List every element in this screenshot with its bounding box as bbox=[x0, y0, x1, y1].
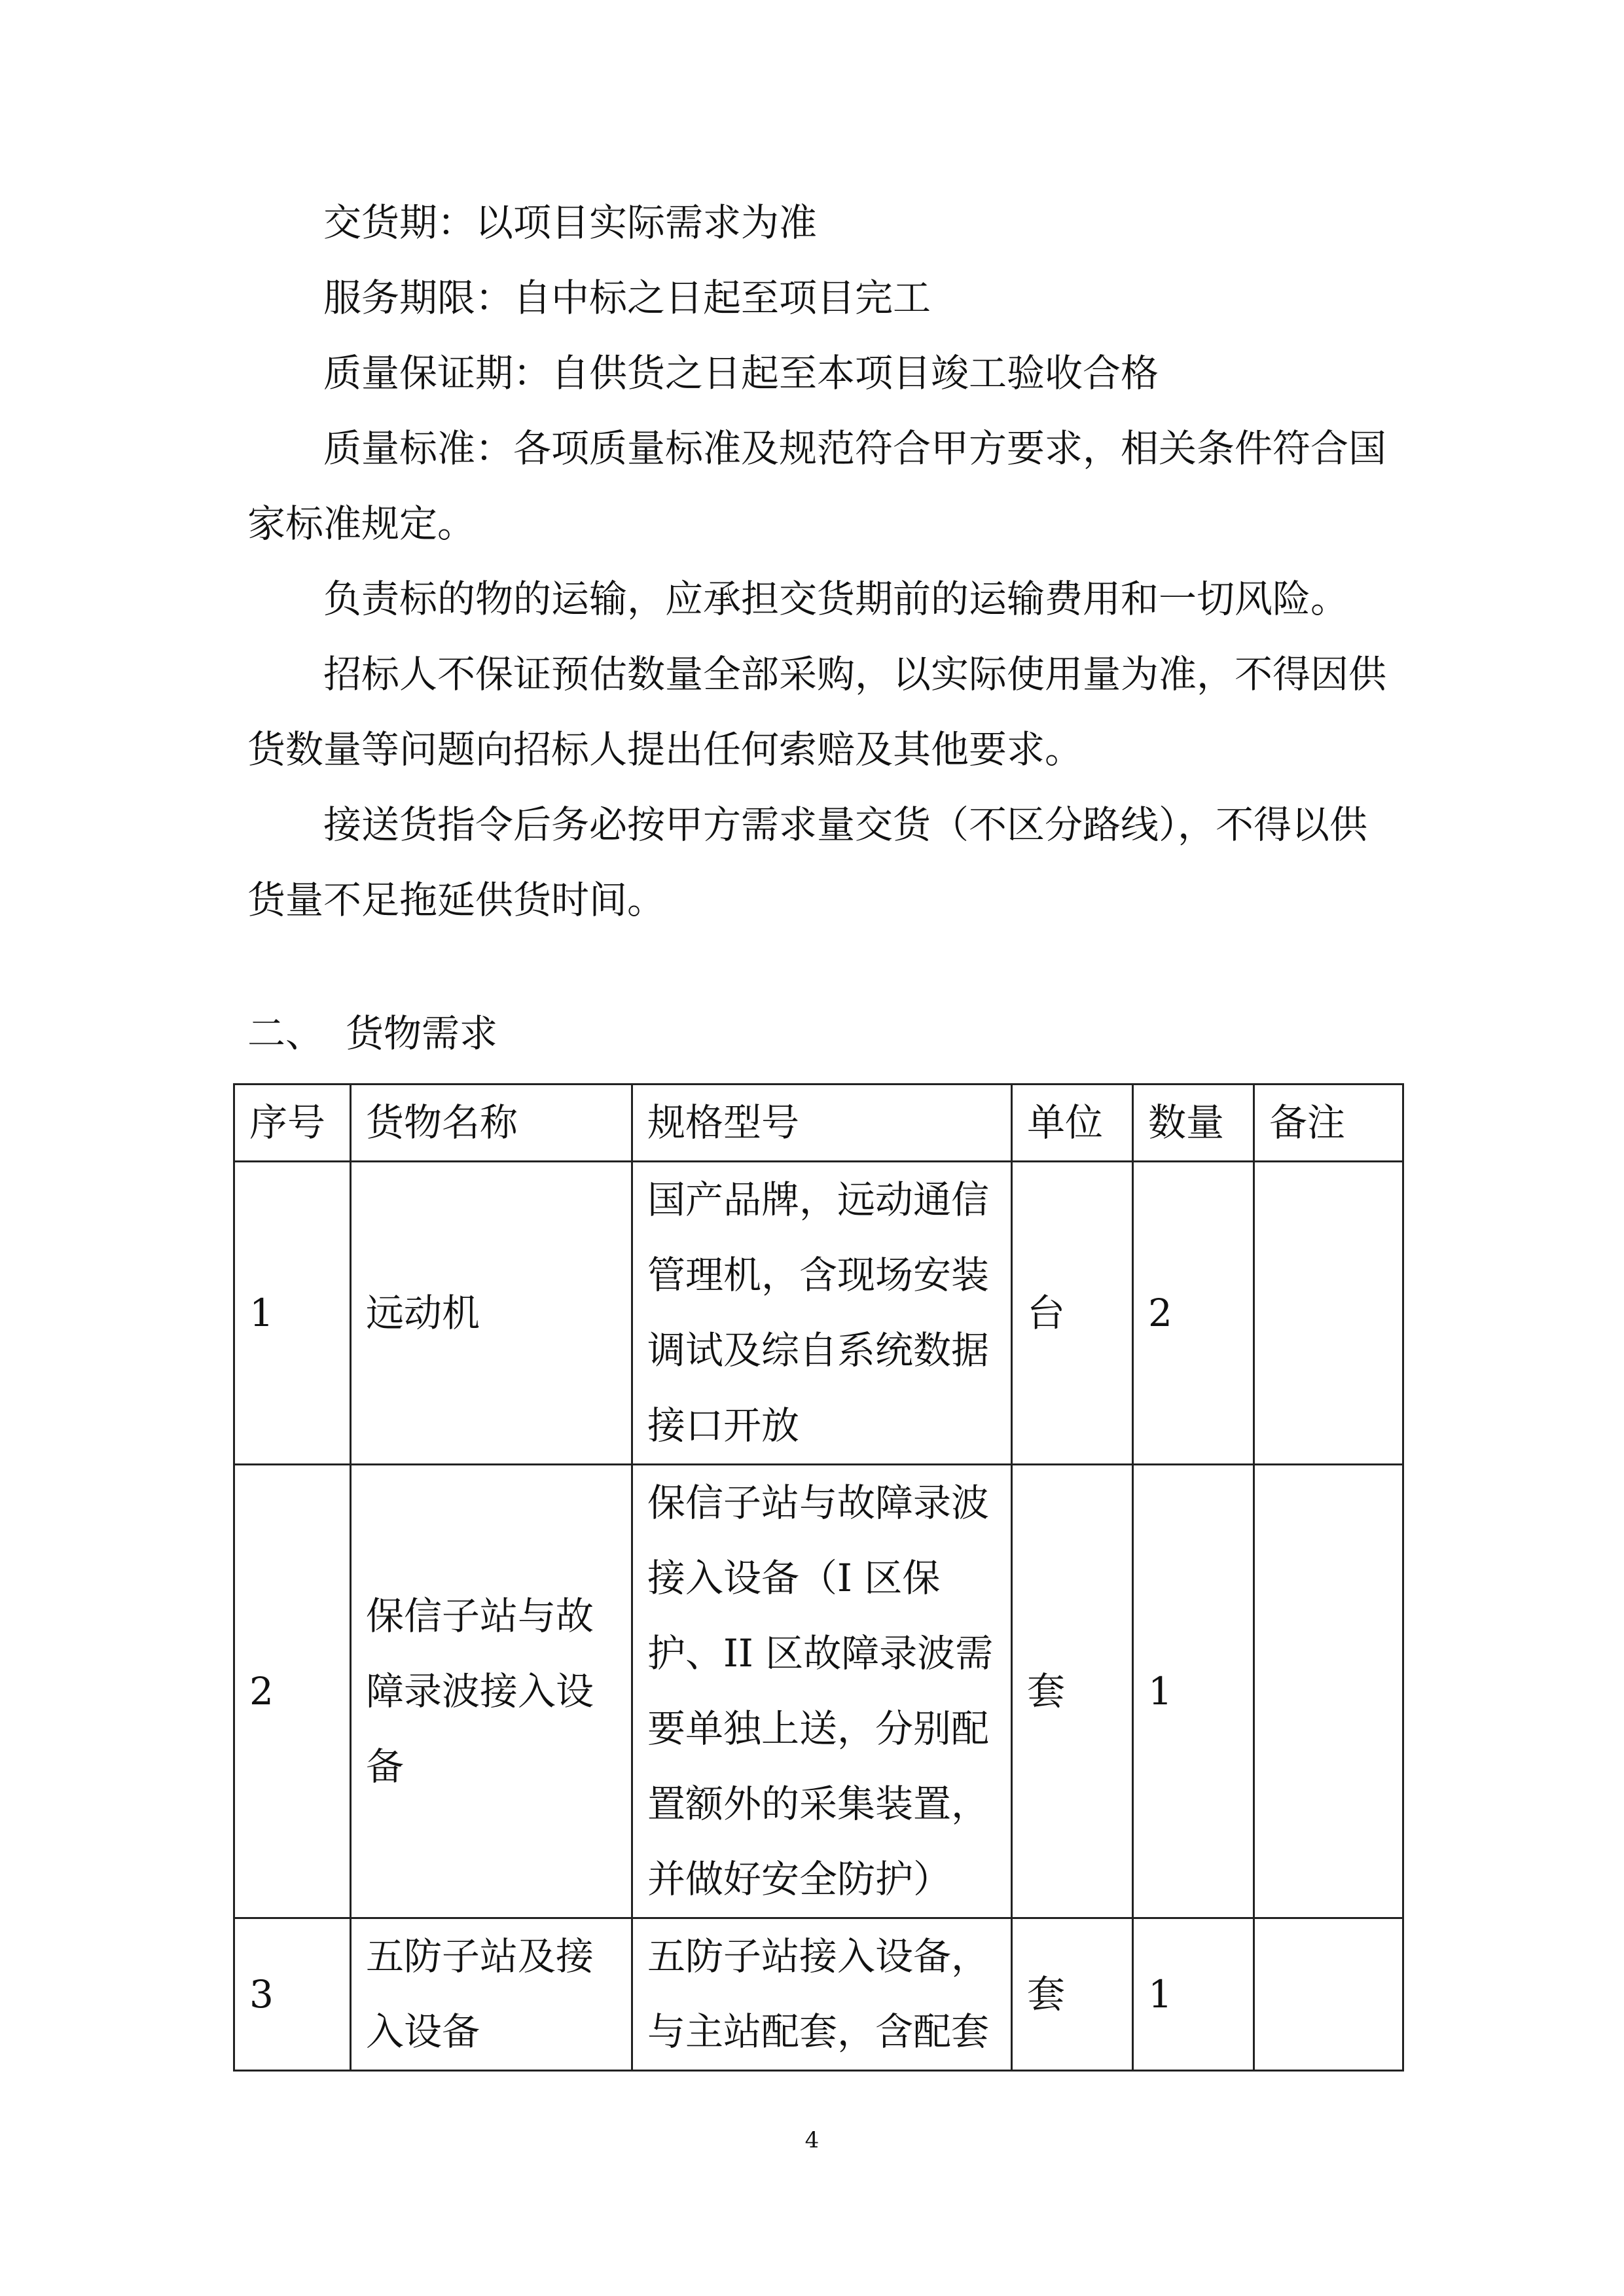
cell-spec: 国产品牌，远动通信管理机，含现场安装调试及综自系统数据接口开放 bbox=[632, 1162, 1012, 1465]
cell-unit: 台 bbox=[1012, 1162, 1133, 1465]
header-spec: 规格型号 bbox=[632, 1085, 1012, 1162]
table-row bbox=[234, 1162, 1403, 1465]
section-title: 货物需求 bbox=[346, 1011, 498, 1056]
paragraph-quality-standard: 质量标准：各项质量标准及规范符合甲方要求，相关条件符合国家标准规定。 bbox=[247, 426, 1387, 546]
cell-no: 1 bbox=[234, 1162, 351, 1465]
cell-qty: 1 bbox=[1133, 1918, 1254, 2071]
cell-name: 保信子站与故障录波接入设备 bbox=[351, 1465, 632, 1918]
goods-requirement-table bbox=[233, 1083, 1404, 2072]
cell-no: 3 bbox=[234, 1918, 351, 2071]
cell-note bbox=[1254, 1918, 1403, 2071]
header-name: 货物名称 bbox=[351, 1085, 632, 1162]
cell-spec: 保信子站与故障录波接入设备（I 区保护、II 区故障录波需要单独上送，分别配置额外的采集装置，并做好安全防护） bbox=[632, 1465, 1012, 1918]
section-number: 二、 bbox=[247, 1011, 324, 1056]
paragraph-quantity-disclaimer: 招标人不保证预估数量全部采购，以实际使用量为准，不得因供货数量等问题向招标人提出任何索赔及其他要求。 bbox=[247, 652, 1387, 772]
table-row bbox=[234, 1918, 1403, 2071]
table-row bbox=[234, 1465, 1403, 1918]
cell-note bbox=[1254, 1162, 1403, 1465]
cell-spec: 五防子站接入设备，与主站配套，含配套 bbox=[632, 1918, 1012, 2071]
cell-qty: 1 bbox=[1133, 1465, 1254, 1918]
cell-no: 2 bbox=[234, 1465, 351, 1918]
cell-unit: 套 bbox=[1012, 1918, 1133, 2071]
header-no: 序号 bbox=[234, 1085, 351, 1162]
paragraph-warranty-period: 质量保证期：自供货之日起至本项目竣工验收合格 bbox=[323, 351, 1159, 395]
header-unit: 单位 bbox=[1012, 1085, 1133, 1162]
paragraph-service-period: 服务期限：自中标之日起至项目完工 bbox=[323, 276, 931, 320]
paragraph-transport: 负责标的物的运输，应承担交货期前的运输费用和一切风险。 bbox=[323, 577, 1349, 621]
cell-unit: 套 bbox=[1012, 1465, 1133, 1918]
header-note: 备注 bbox=[1254, 1085, 1403, 1162]
paragraph-delivery-period: 交货期：以项目实际需求为准 bbox=[323, 200, 818, 245]
section-heading bbox=[247, 996, 497, 1071]
paragraph-delivery-instruction: 接送货指令后务必按甲方需求量交货（不区分路线），不得以供货量不足拖延供货时间。 bbox=[247, 802, 1368, 922]
header-qty: 数量 bbox=[1133, 1085, 1254, 1162]
cell-note bbox=[1254, 1465, 1403, 1918]
cell-qty: 2 bbox=[1133, 1162, 1254, 1465]
table-header-row bbox=[234, 1085, 1403, 1162]
cell-name: 五防子站及接入设备 bbox=[351, 1918, 632, 2071]
cell-name: 远动机 bbox=[351, 1162, 632, 1465]
page-number: 4 bbox=[804, 2127, 820, 2153]
